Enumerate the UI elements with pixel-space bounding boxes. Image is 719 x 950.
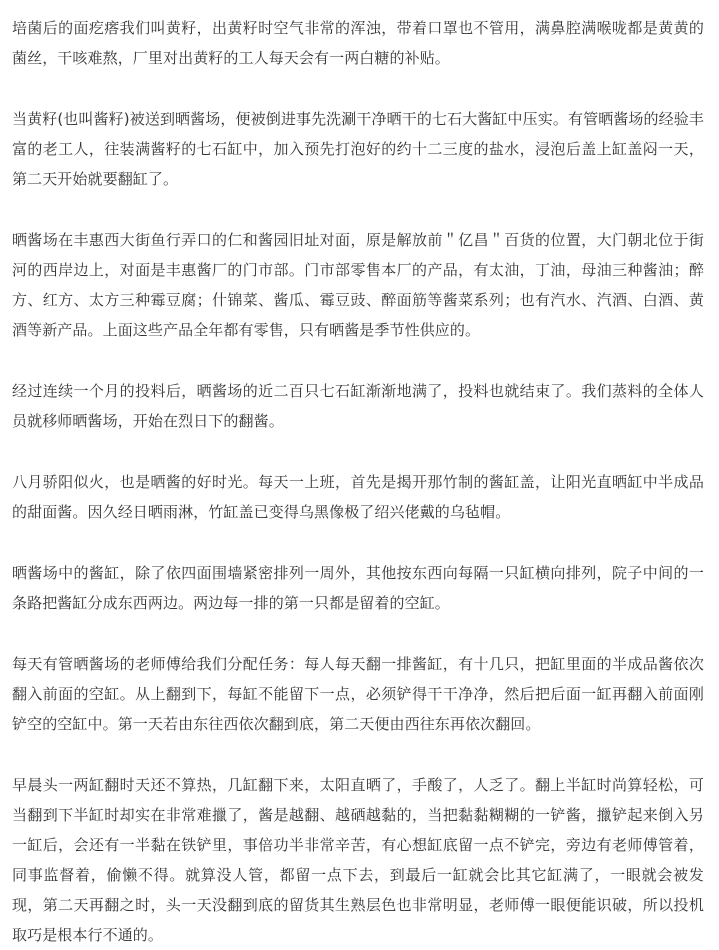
paragraph-2: 当黄籽(也叫酱籽)被送到晒酱场，便被倒进事先洗涮干净晒干的七石大酱缸中压实。有管晒酱场的经验丰富的老工人，往装满酱籽的七石缸中，加入预先打泡好的约十二三度的盐水，浸泡后盖上缸盖闷一天，第二天开始就要翻缸了。 [12, 110, 704, 188]
paragraph-8: 早晨头一两缸翻时天还不算热，几缸翻下来，太阳直晒了，手酸了，人乏了。翻上半缸时尚算轻松，可当翻到下半缸时却实在非常难擸了，酱是越翻、越硒越黏的，当把黏黏糊糊的一铲酱，擸铲起来倒入另一缸后，会还有一半黏在铁铲里，事倍功半非常辛苦，有心想缸底留一点不铲完，旁边有老师傅管着，同事监督着，偷懒不得。就算没人管，都留一点下去，到最后一缸就会比其它缸满了，一眼就会被发现，第二天再翻之时，头一天没翻到底的留货其生熟层色也非常明显，老师傅一眼便能识破，所以投机取巧是根本行不通的。 [12, 776, 704, 944]
article-body [12, 13, 704, 950]
paragraph-5: 八月骄阳似火，也是晒酱的好时光。每天一上班，首先是揭开那竹制的酱缸盖，让阳光直晒缸中半成品的甜面酱。因久经日晒雨淋，竹缸盖已变得乌黑像极了绍兴佬戴的乌毡帽。 [12, 473, 704, 521]
paragraph-3: 晒酱场在丰惠西大街鱼行弄口的仁和酱园旧址对面，原是解放前＂亿昌＂百货的位置，大门朝北位于街河的西岸边上，对面是丰惠酱厂的门市部。门市部零售本厂的产品，有太油，丁油，母油三种酱油；醉方、红方、太方三种霉豆腐；什锦菜、酱瓜、霉豆豉、醉面筋等酱菜系列；也有汽水、汽酒、白酒、黄酒等新产品。上面这些产品全年都有零售，只有晒酱是季节性供应的。 [12, 231, 704, 339]
paragraph-7: 每天有管晒酱场的老师傅给我们分配任务：每人每天翻一排酱缸，有十几只，把缸里面的半成品酱依次翻入前面的空缸。从上翻到下，每缸不能留下一点，必须铲得干干净净，然后把后面一缸再翻入前面刚铲空的空缸中。第一天若由东往西依次翻到底，第二天便由西往东再依次翻回。 [12, 655, 704, 733]
paragraph-6: 晒酱场中的酱缸，除了依四面围墙紧密排列一周外，其他按东西向每隔一只缸横向排列，院子中间的一条路把酱缸分成东西两边。两边每一排的第一只都是留着的空缸。 [12, 564, 704, 612]
paragraph-1: 培菌后的面疙瘩我们叫黄籽，出黄籽时空气非常的浑浊，带着口罩也不管用，满鼻腔满喉咙都是黄黄的菌丝，干咳难熬，厂里对出黄籽的工人每天会有一两白糖的补贴。 [12, 19, 704, 67]
paragraph-4: 经过连续一个月的投料后，晒酱场的近二百只七石缸渐渐地满了，投料也就结束了。我们蒸料的全体人员就移师晒酱场，开始在烈日下的翻酱。 [12, 382, 704, 430]
